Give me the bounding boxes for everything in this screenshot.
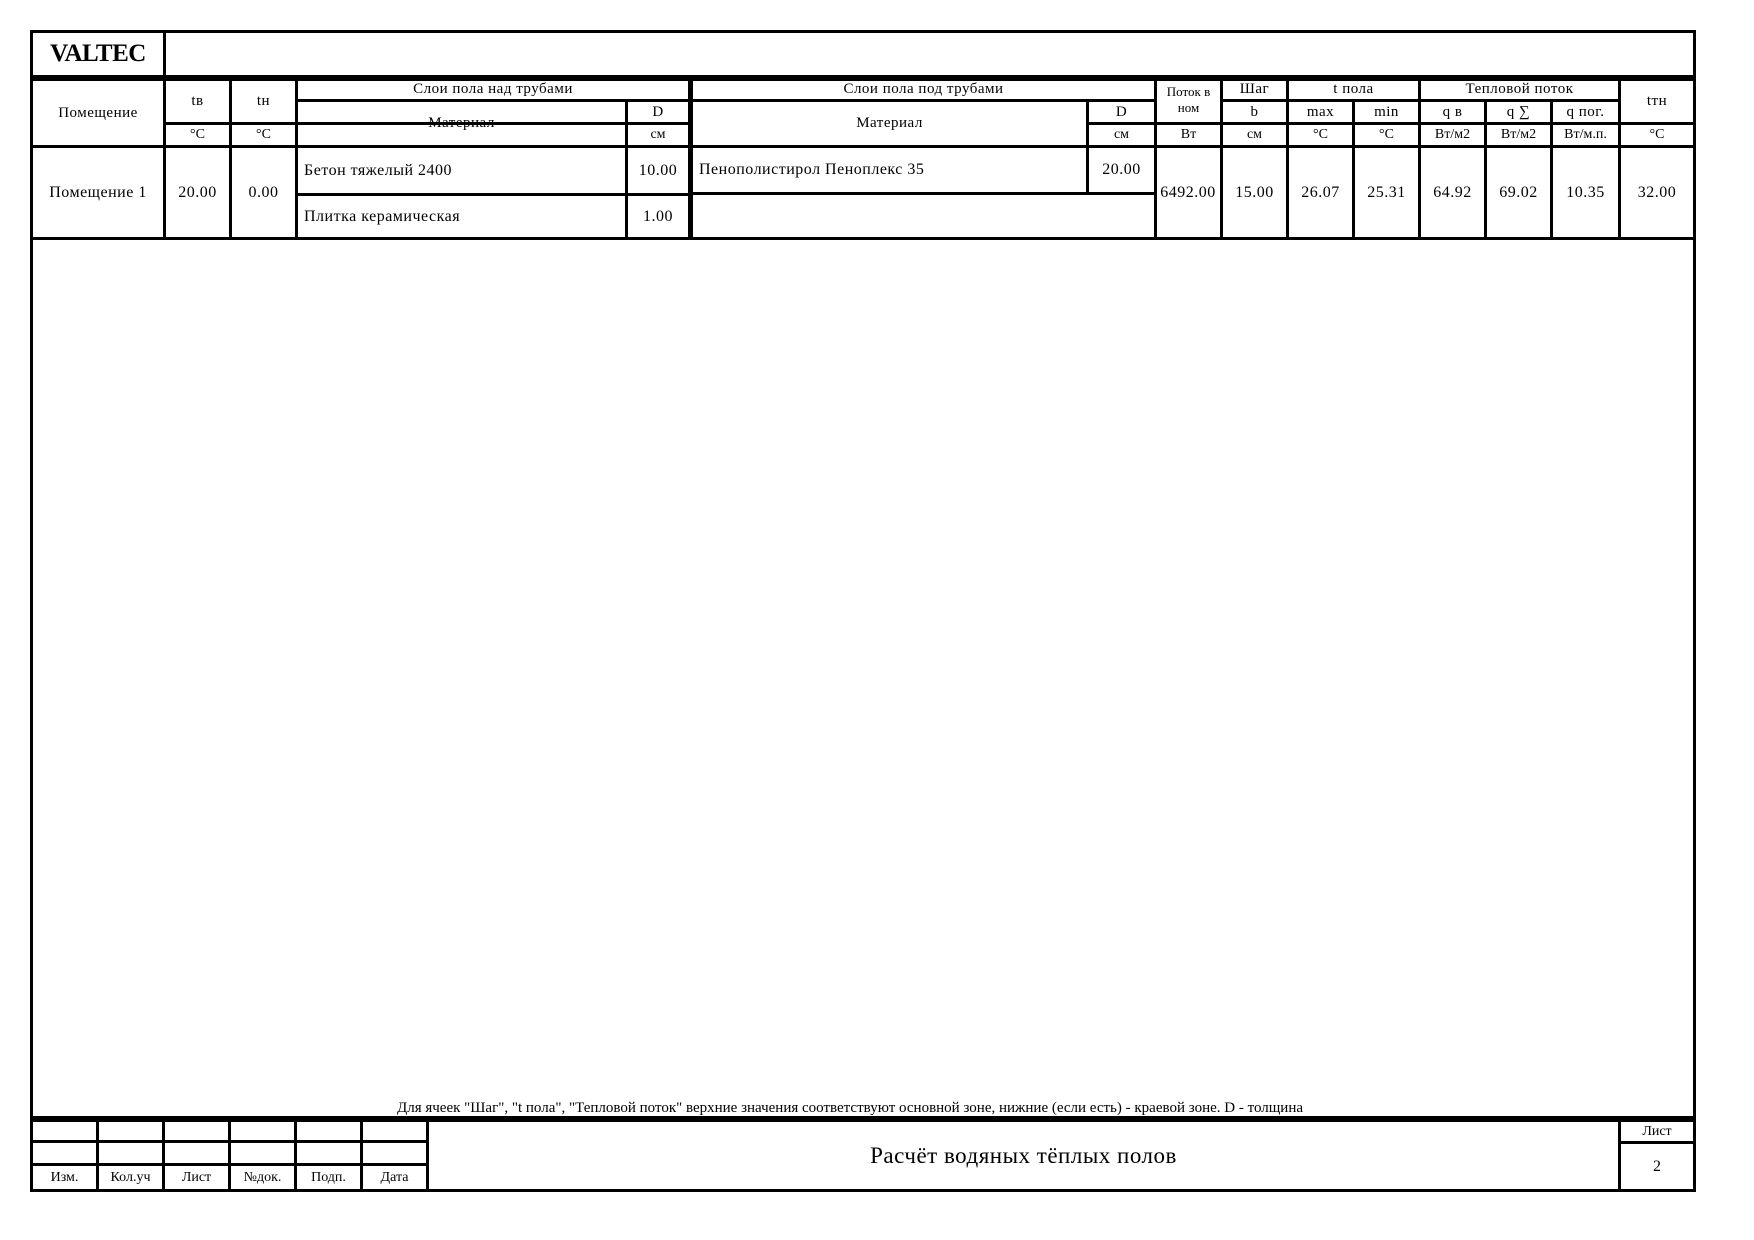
stamp-rule-h1: [30, 1140, 426, 1143]
row-flow: 6492.00: [1160, 183, 1216, 201]
rule-below-materials: [690, 192, 1154, 195]
header-layers-below: Слои пола под трубами: [843, 81, 1004, 97]
stamp-label-podp: Подп.: [311, 1169, 346, 1185]
row-above-d-1: 10.00: [638, 161, 678, 179]
stamp-label-ndok: №док.: [243, 1169, 282, 1185]
sheet-number: 2: [1653, 1157, 1661, 1175]
header-t-max: max: [1306, 103, 1335, 120]
header-flow-line1: Поток в: [1166, 84, 1211, 99]
unit-q-sum: Вт/м2: [1500, 127, 1537, 142]
row-q-v: 64.92: [1433, 183, 1472, 201]
header-tn: tн: [256, 93, 271, 109]
stamp-label-kolich: Кол.уч: [110, 1169, 151, 1185]
sheet-label: Лист: [1642, 1123, 1672, 1139]
row-t-min: 25.31: [1367, 183, 1406, 201]
unit-tn: °C: [256, 127, 271, 142]
unit-flow: Вт: [1180, 127, 1197, 142]
stamp-label-list: Лист: [181, 1169, 212, 1185]
header-flow-line2: ном: [1177, 100, 1200, 115]
header-blank-field: [170, 33, 1690, 75]
footnote: Для ячеек "Шаг", "t пола", "Тепловой поток" верхние значения соответствуют основной зоне, нижние (если есть) - краевой зоне. D - толщина: [397, 1099, 1303, 1116]
unit-q-pog: Вт/м.п.: [1564, 127, 1607, 142]
header-step: Шаг: [1239, 81, 1270, 97]
row-step: 15.00: [1235, 183, 1274, 201]
row-tn: 0.00: [248, 183, 279, 201]
unit-step: см: [1246, 127, 1263, 142]
header-layers-above: Слои пола над трубами: [413, 81, 573, 97]
stamp-label-izm: Изм.: [50, 1169, 79, 1185]
row-q-sum: 69.02: [1499, 183, 1538, 201]
unit-ttn: °C: [1649, 127, 1665, 142]
header-divider: [163, 30, 166, 78]
header-d-below: D: [1115, 103, 1128, 120]
row-above-d-2: 1.00: [643, 207, 673, 225]
header-t-floor: t пола: [1333, 81, 1374, 97]
header-material-above: Материал: [428, 115, 495, 131]
header-heat-flow: Тепловой поток: [1465, 81, 1574, 97]
row-tv: 20.00: [178, 183, 217, 201]
header-q-v: q в: [1442, 103, 1463, 120]
sheet-body: [30, 237, 1696, 1119]
valtec-logo: VALTEC: [50, 40, 146, 67]
row-above-material-1: Бетон тяжелый 2400: [304, 161, 453, 179]
header-q-sum: q ∑: [1506, 103, 1531, 120]
header-material-below: Материал: [856, 115, 923, 131]
row-below-d-1: 20.00: [1102, 161, 1141, 178]
unit-d-above: см: [650, 127, 666, 142]
stamp-label-data: Дата: [380, 1169, 409, 1185]
row-room: Помещение 1: [49, 183, 147, 201]
header-tv: tв: [191, 93, 204, 109]
row-below-material-1: Пенополистирол Пеноплекс 35: [699, 161, 925, 178]
row-above-material-2: Плитка керамическая: [304, 207, 461, 225]
row-ttn: 32.00: [1637, 183, 1677, 201]
document-title: Расчёт водяных тёплых полов: [870, 1142, 1177, 1168]
header-ttn: tтн: [1646, 93, 1668, 109]
row-q-pog: 10.35: [1566, 183, 1605, 201]
header-room: Помещение: [58, 104, 138, 121]
unit-d-below: см: [1113, 127, 1130, 142]
row-t-max: 26.07: [1301, 183, 1340, 201]
unit-q-v: Вт/м2: [1434, 127, 1471, 142]
unit-t-max: °C: [1313, 127, 1328, 142]
header-step-b: b: [1250, 103, 1259, 120]
unit-tv: °C: [190, 127, 205, 142]
header-d-above: D: [652, 103, 664, 120]
unit-t-min: °C: [1379, 127, 1394, 142]
header-q-pog: q пог.: [1566, 103, 1605, 120]
header-t-min: min: [1374, 103, 1399, 120]
